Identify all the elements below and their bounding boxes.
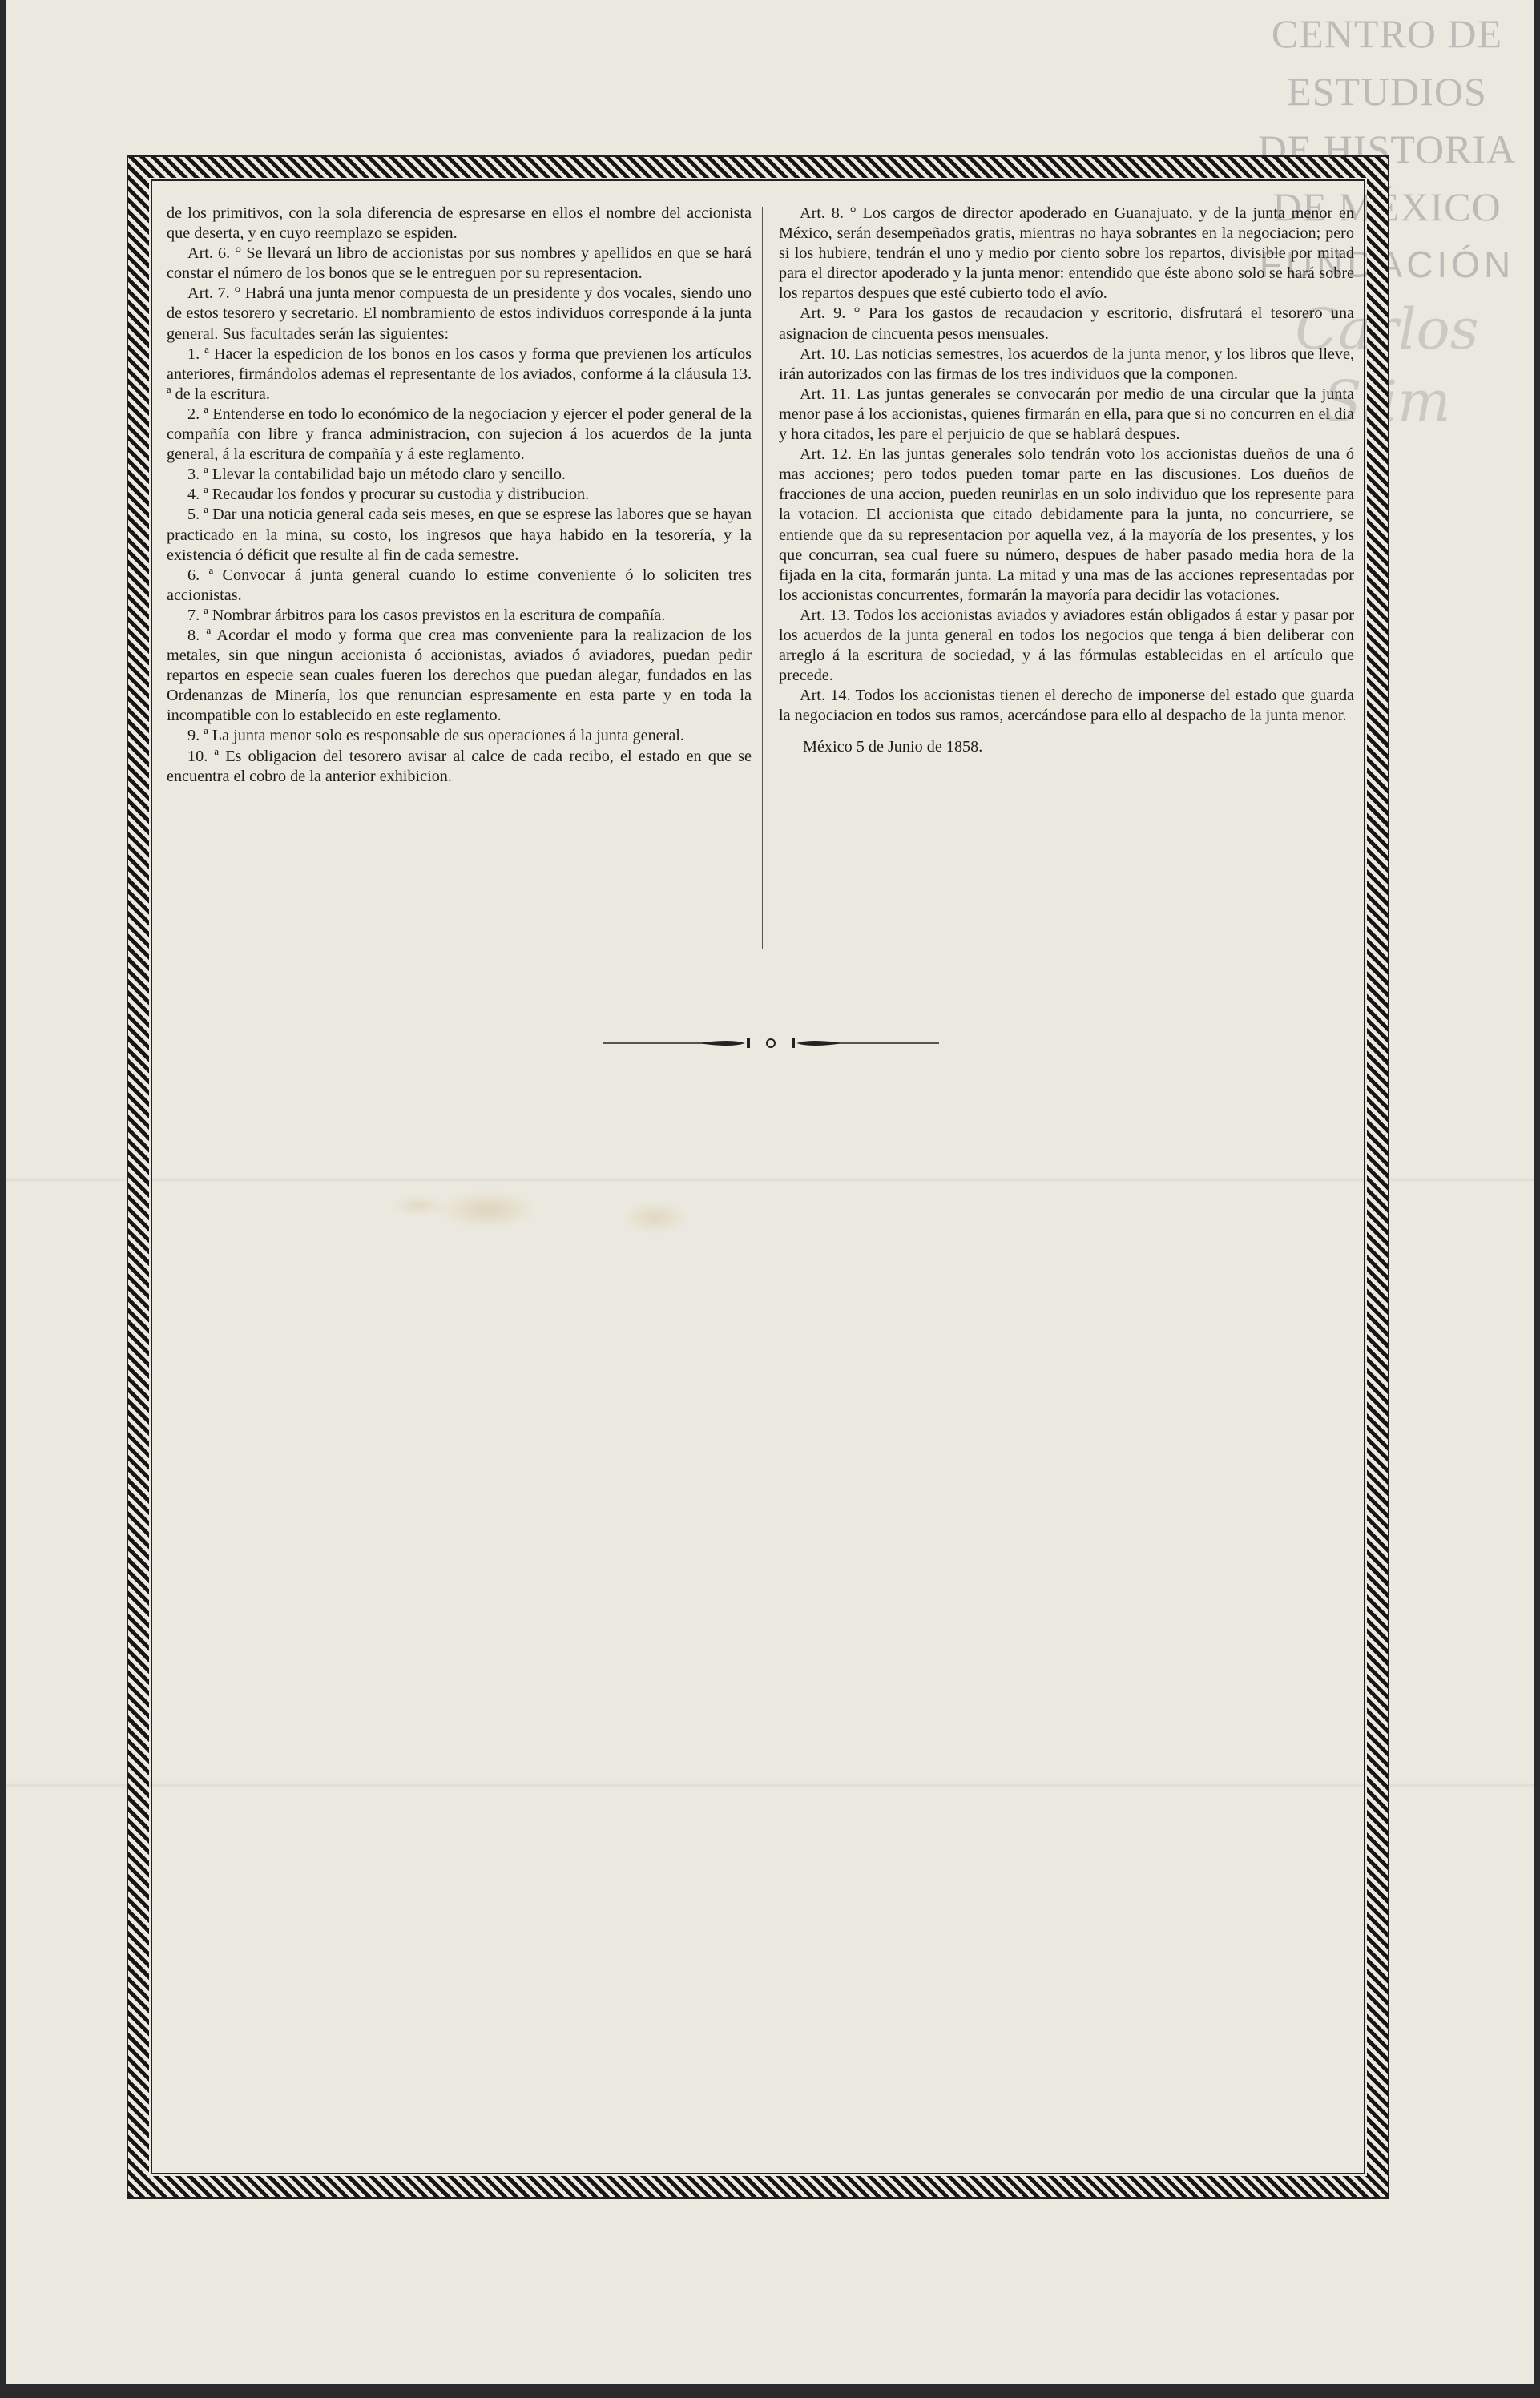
paragraph: Art. 10. Las noticias semestres, los acuerdos de la junta menor, y los libros que lleve, irán autorizados con las firmas de los tres individuos que la componen. [779,345,1354,383]
date-line: México 5 de Junio de 1858. [803,738,983,756]
watermark-foundation: FUNDACIÓN [1259,244,1515,285]
column-divider [762,207,763,949]
list-item: 5. ª Dar una noticia general cada seis meses, en que se esprese las labores que se hayan practicado en la mina, su costo, los ingresos que haya habido en la tesorería, y la existencia ó déficit que resulte al fin de cada semestre. [167,506,752,564]
watermark-line: DE MÉXICO [1272,184,1502,229]
paragraph: Art. 13. Todos los accionistas aviados y aviadores están obligados á estar y pasar por los acuerdos de la junta general en todos los negocios que tenga á bien deliberar con arreglo á la escritura de sociedad, y á las fórmulas establecidas en el artículo que precede. [779,606,1354,685]
list-item: 1. ª Hacer la espedicion de los bonos en los casos y forma que previenen los artículos anteriores, firmándolos ademas el representante de los aviados, conforme á la cláusula 13. ª de la escritura. [167,345,752,403]
watermark-line: CENTRO DE [1271,11,1503,56]
paragraph: Art. 6. ° Se llevará un libro de accionistas por sus nombres y apellidos en que se hará constar el número de los bonos que se le entreguen por su representacion. [167,244,752,283]
paragraph: de los primitivos, con la sola diferencia de espresarse en ellos el nombre del accionista que deserta, y en cuyo reemplazo se espiden. [167,204,752,243]
list-item: 4. ª Recaudar los fondos y procurar su custodia y distribucion. [187,486,590,504]
paragraph: Art. 9. ° Para los gastos de recaudacion y escritorio, disfrutará el tesorero una asignacion de cincuenta pesos mensuales. [779,304,1354,343]
list-item: 9. ª La junta menor solo es responsable de sus operaciones á la junta general. [187,727,684,745]
paragraph: Art. 8. ° Los cargos de director apoderado en Guanajuato, y de la junta menor en México, serán desempeñados gratis, mientras no haya sobrantes en la negociacion; pero si los hubiere, tendrán el uno y medio por ciento sobre los repartos, divisible por mitad para el director apoderado y la junta menor: entendido que éste abono solo se hará sobre los repartos despues que esté cubierto todo el avío. [779,204,1354,303]
watermark-line: DE HISTORIA [1257,127,1517,171]
ornament-divider [603,1034,939,1053]
list-item: 2. ª Entenderse en todo lo económico de la negociacion y ejercer el poder general de la compañía con libre y franca administracion, con sujecion á los acuerdos de la junta general, á la escritura de compañía y á este reglamento. [167,405,752,464]
list-item: 3. ª Llevar la contabilidad bajo un método claro y sencillo. [187,465,566,484]
paragraph: Art. 7. ° Habrá una junta menor compuesta de un presidente y dos vocales, siendo uno de estos tesorero y secretario. El nombramiento de estos individuos corresponde á la junta general. Sus facultades serán las siguientes: [167,284,752,343]
list-item: 10. ª Es obligacion del tesorero avisar al calce de cada recibo, el estado en que se encuentra el cobro de la anterior exhibicion. [167,747,752,785]
paragraph: Art. 11. Las juntas generales se convocarán por medio de una circular que la junta menor pase á los accionistas, quienes firmarán en ella, para que si no concurren en el dia y hora citados, les pare el perjuicio de que se hablará despues. [779,385,1354,444]
paragraph: Art. 14. Todos los accionistas tienen el derecho de imponerse del estado que guarda la negociacion en todos sus ramos, acercándose para ello al despacho de la junta menor. [779,687,1354,725]
watermark-signature: Carlos Slim [1295,296,1479,434]
right-column [779,204,1354,758]
left-column [167,204,752,787]
list-item: 8. ª Acordar el modo y forma que crea mas conveniente para la realizacion de los metales, sin que ningun accionista ó accionistas, aviados ó aviadores, puedan pedir repartos en especie sean cuales fueren los derechos que puedan alegar, fundados en las Ordenanzas de Minería, los que renuncian espresamente en esta parte y en toda la incompatible con lo establecido en este reglamento. [167,626,752,725]
watermark-line: ESTUDIOS [1287,69,1487,114]
list-item: 7. ª Nombrar árbitros para los casos previstos en la escritura de compañía. [187,606,666,624]
paragraph: Art. 12. En las juntas generales solo tendrán voto los accionistas dueños de una ó mas acciones; pero todos pueden tomar parte en las discusiones. Los dueños de fracciones de una accion, pueden reunirlas en un solo individuo que los represente para la votacion. El accionista que citado debidamente para la junta, no concurriere, se entiende que da su representacion por aquella vez, á la mayoría de los presentes, y los que concurran, sea cual fuere su número, despues de haber pasado media hora de la fijada en la cita, formarán junta. La mitad y una mas de las acciones representadas por los accionistas concurrentes, formarán la mayoría para decidir las votaciones. [779,445,1354,604]
list-item: 6. ª Convocar á junta general cuando lo estime conveniente ó lo soliciten tres accionistas. [167,566,752,604]
